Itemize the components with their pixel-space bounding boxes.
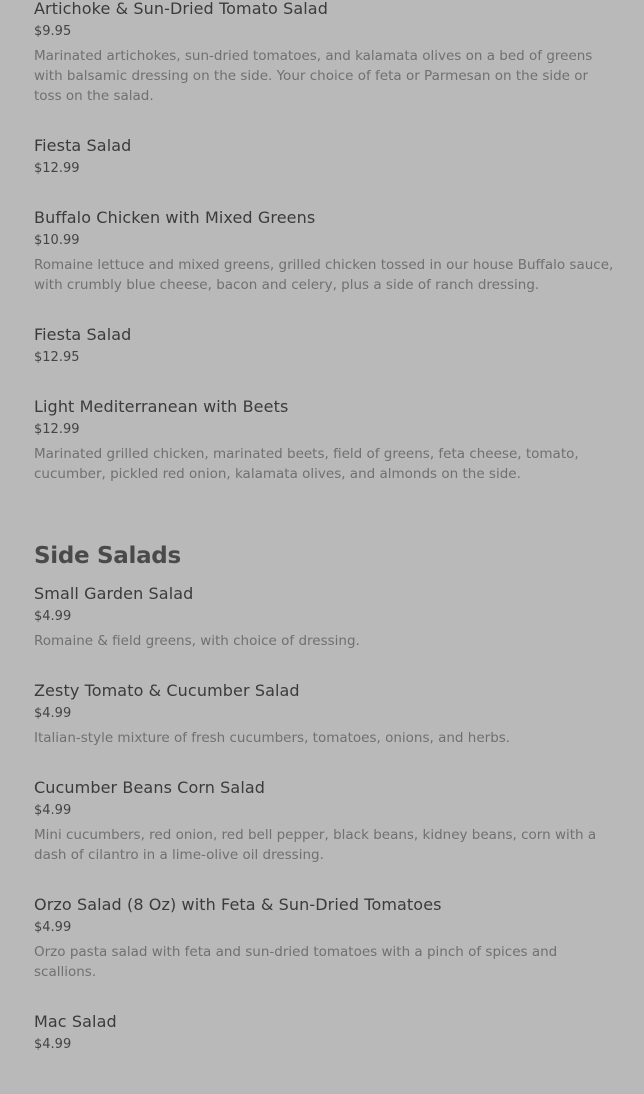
item-description: Orzo pasta salad with feta and sun-dried tomatoes with a pinch of spices and scallions. [34,944,558,980]
item-name: Light Mediterranean with Beets [34,397,289,416]
item-price: $9.95 [34,24,72,39]
menu-item[interactable] [34,583,614,651]
item-description: Romaine lettuce and mixed greens, grilled chicken tossed in our house Buffalo sauce, with crumbly blue cheese, bacon and celery, plus a side of ranch dressing. [34,257,614,293]
menu-item[interactable] [34,135,614,178]
menu-item[interactable] [34,324,614,367]
menu-item[interactable] [34,396,614,484]
item-price: $12.99 [34,422,80,437]
item-description: Romaine & field greens, with choice of dressing. [34,633,360,649]
item-price: $12.95 [34,350,80,365]
item-name: Fiesta Salad [34,136,132,155]
item-name: Mac Salad [34,1012,117,1031]
section-title-side-salads: Side Salads [34,543,181,569]
item-price: $10.99 [34,233,80,248]
item-description: Marinated artichokes, sun-dried tomatoes, and kalamata olives on a bed of greens with balsamic dressing on the side. Your choice of feta or Parmesan on the side or toss on the salad. [34,48,593,104]
item-description: Mini cucumbers, red onion, red bell pepper, black beans, kidney beans, corn with a dash of cilantro in a lime-olive oil dressing. [34,827,597,863]
menu-item[interactable] [34,207,614,295]
item-name: Zesty Tomato & Cucumber Salad [34,681,300,700]
menu-item[interactable] [34,894,614,982]
item-name: Artichoke & Sun-Dried Tomato Salad [34,0,328,18]
menu-item[interactable] [34,680,614,748]
item-description: Marinated grilled chicken, marinated beets, field of greens, feta cheese, tomato, cucumber, pickled red onion, kalamata olives, and almonds on the side. [34,446,579,482]
item-price: $4.99 [34,920,72,935]
menu-item[interactable] [34,0,614,106]
item-price: $4.99 [34,803,72,818]
item-name: Cucumber Beans Corn Salad [34,778,266,797]
item-name: Fiesta Salad [34,325,132,344]
item-price: $4.99 [34,706,72,721]
item-name: Buffalo Chicken with Mixed Greens [34,208,316,227]
item-price: $4.99 [34,609,72,624]
item-price: $12.99 [34,161,80,176]
menu-list [34,0,614,1054]
menu-item[interactable] [34,777,614,865]
item-name: Orzo Salad (8 Oz) with Feta & Sun-Dried Tomatoes [34,895,442,914]
menu-item[interactable] [34,1011,614,1054]
item-name: Small Garden Salad [34,584,194,603]
item-price: $4.99 [34,1037,72,1052]
item-description: Italian-style mixture of fresh cucumbers, tomatoes, onions, and herbs. [34,730,511,746]
